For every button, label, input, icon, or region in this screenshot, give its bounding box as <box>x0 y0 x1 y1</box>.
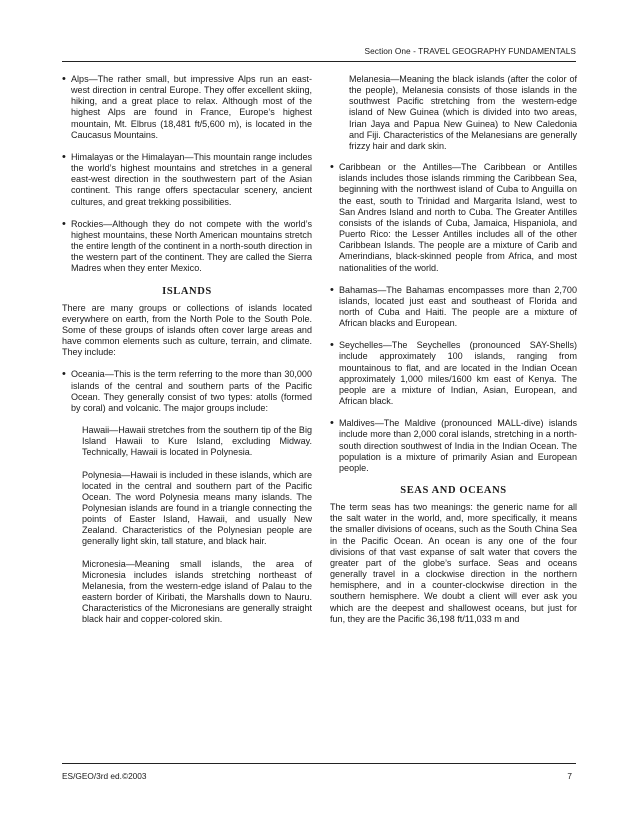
left-column <box>62 74 312 637</box>
seas-heading: SEAS AND OCEANS <box>400 485 507 496</box>
bullet-text: Bahamas—The Bahamas encompasses more than 2,700 islands, located just east and southeast of Florida and north of Cuba and Haiti. The people are a mixture of African blacks and European. <box>339 284 577 329</box>
bullet-icon: • <box>330 417 334 430</box>
bullet-oceania <box>62 369 312 414</box>
bullet-text: Rockies—Although they do not compete with the world’s highest mountains, these North American mountains stretch the entire length of the continent in a north-south direction in the western part of the continent. They are called the Sierra Madres when they enter Mexico. <box>71 218 312 274</box>
header-rule <box>62 61 576 62</box>
page-number: 7 <box>567 771 572 781</box>
footer-rule <box>62 763 576 764</box>
right-column <box>330 74 577 636</box>
bullet-text: Caribbean or the Antilles—The Caribbean or Antilles islands includes those islands rimming the Caribbean Sea, beginning with the northwest island of Cuba to Anguilla on the east, south to Trinidad and Margarita Island, west to San Andres Island and north to Cuba. The Greater Antilles consists of the islands of Cuba, Jamaica, Hispaniola, and Puerto Rico: the Lesser Antilles includes all of the other Caribbean Islands. The people are a mixture of Carib and Amerindians, black-skinned people from Africa, and most nationalities of the world. <box>339 162 577 273</box>
bullet-text: Oceania—This is the term referring to the more than 30,000 islands of the central and southern parts of the Pacific Ocean. They generally consist of two types: atolls (formed by coral) and volcanic. The major groups include: <box>71 369 312 413</box>
bullet-text: Himalayas or the Himalayan—This mountain range includes the world’s highest mountains and stretches in a general east-west direction in the southwestern part of the Asian continent. This range offers spectacular scenery, ancient cultures, and great trekking possibilities. <box>71 151 312 207</box>
bullet-icon: • <box>330 283 334 296</box>
running-header: Section One - TRAVEL GEOGRAPHY FUNDAMENTALS <box>364 46 576 56</box>
bullet-icon: • <box>62 368 66 381</box>
subitem-melanesia: Melanesia—Meaning the black islands (after the color of the people), Melanesia consists of those islands in the southwest Pacific stretching from the western-edge island of New Guinea (which is divided into two areas, Irian Jaya and Papua New Guinea) to New Caledonia and Fiji. Characteristics of the Melanesians are generally frizzy hair and dark skin. <box>349 74 577 151</box>
bullet-icon: • <box>330 161 334 174</box>
bullet-text: Maldives—The Maldive (pronounced MALL-dive) islands include more than 2,000 coral islands, stretching in a north-south direction southwest of India in the Indian Ocean. The population is a mixture of primarily Asian and European people. <box>339 418 577 473</box>
seas-paragraph: The term seas has two meanings: the generic name for all the salt water in the world, and, more specifically, it means the smaller divisions of oceans, such as the South China Sea in the Pacific Ocean. An ocean is any one of the four divisions of that vast expanse of salt water that covers the greater part of the globe’s surface. Seas and oceans generally travel in a clockwise direction in the northern hemisphere, and in a counter-clockwise direction in the southern hemisphere. We doubt a client will ever ask you which are the deepest and shallowest oceans, but just for fun, they are the Pacific 36,198 ft/11,033 m and <box>330 502 577 624</box>
islands-intro: There are many groups or collections of islands located everywhere on earth, from the North Pole to the South Pole. Some of these groups of islands often cover large areas and have common elements such as culture, terrain, and climate. They include: <box>62 302 312 358</box>
subitem-polynesia: Polynesia—Hawaii is included in these islands, which are located in the central and southern part of the Pacific Ocean. The word Polynesia means many islands. The Polynesian islands are found in a triangle connecting the points of Easter Island, Hawaii, and usually New Zealand. Characteristics of the Polynesian people are generally light skin, tall stature, and black hair. <box>82 469 312 547</box>
bullet-caribbean <box>330 162 577 274</box>
bullet-text: Seychelles—The Seychelles (pronounced SAY-Shells) include approximately 100 islands, ranging from mountainous to flat, and are located in the Indian Ocean approximately 1,000 miles/1600 km east of Kenya. The people are a mixture of Indian, Asian, European, and African black. <box>339 340 577 407</box>
bullet-seychelles <box>330 340 577 407</box>
islands-heading: ISLANDS <box>162 285 212 297</box>
subitem-micronesia: Micronesia—Meaning small islands, the area of Micronesia includes islands stretching northeast of Melanesia, from the western-edge island of Palau to the eastern border of Kiribati, the Marshalls down to Nauru. Characteristics of the Micronesians are generally straight black hair and copper-colored skin. <box>82 558 312 625</box>
bullet-icon: • <box>62 73 66 85</box>
bullet-icon: • <box>62 217 66 230</box>
bullet-icon: • <box>62 150 66 163</box>
footer-edition: ES/GEO/3rd ed.©2003 <box>62 771 147 781</box>
bullet-bahamas <box>330 285 577 330</box>
bullet-alps <box>62 74 312 141</box>
bullet-text: Alps—The rather small, but impressive Alps run an east-west direction in central Europe. They offer excellent skiing, hiking, and a great place to relax. Although most of the highest Alps are found in France, Europe’s highest mountain, Mt. Elbrus (18,481 ft/5,600 m), is located in the Caucasus Mountains. <box>71 74 312 140</box>
bullet-himalayas <box>62 152 312 208</box>
bullet-icon: • <box>330 339 334 352</box>
subitem-hawaii: Hawaii—Hawaii stretches from the southern tip of the Big Island Hawaii to Kure Island, excluding Midway. Technically, Hawaii is located in Polynesia. <box>82 425 312 458</box>
bullet-rockies <box>62 219 312 275</box>
bullet-maldives <box>330 418 577 474</box>
